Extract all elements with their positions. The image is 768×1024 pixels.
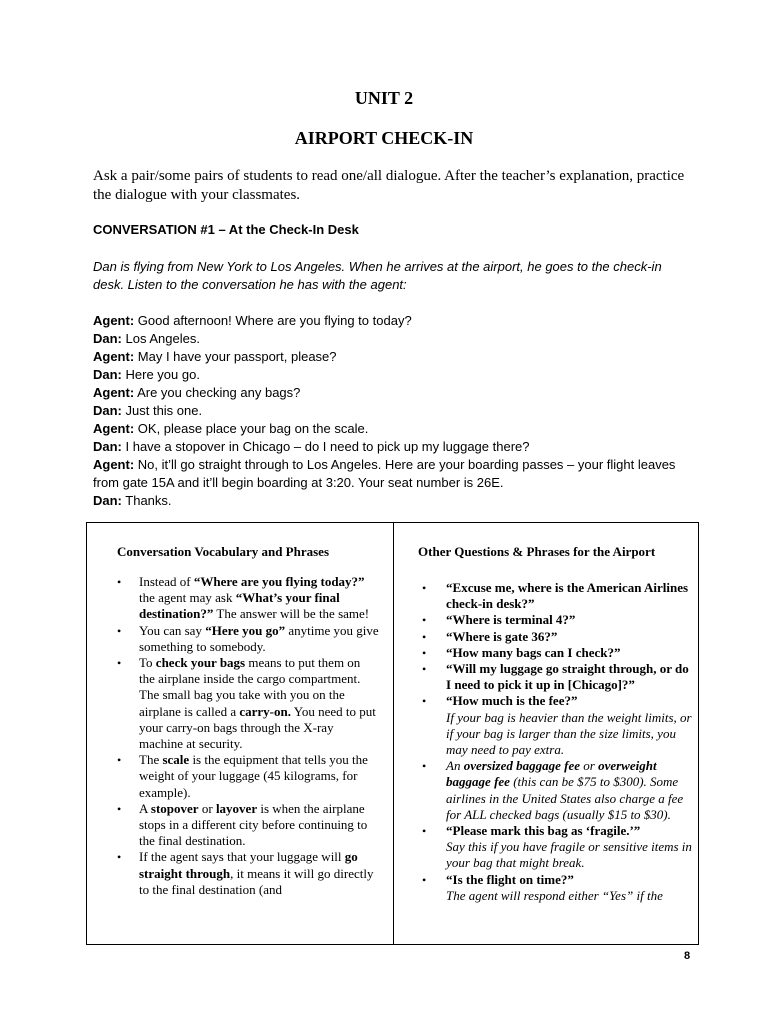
item-term: scale bbox=[162, 752, 190, 768]
dialogue-line bbox=[93, 384, 693, 402]
line-text: Good afternoon! Where are you flying to today? bbox=[134, 313, 412, 328]
list-item bbox=[400, 661, 692, 693]
conversation-intro: Dan is flying from New York to Los Angeles. When he arrives at the airport, he goes to the check-in desk. Listen to the conversation he has with the agent: bbox=[93, 259, 662, 292]
speaker-label: Dan: bbox=[93, 493, 122, 508]
list-item bbox=[400, 872, 692, 904]
vocabulary-column bbox=[87, 523, 394, 944]
item-term: “Here you go” bbox=[205, 622, 286, 638]
list-item bbox=[117, 655, 379, 752]
speaker-label: Agent: bbox=[93, 385, 135, 400]
speaker-label: Agent: bbox=[93, 313, 135, 328]
item-text: (this can be $75 to $300). Some airlines in the United States also charge a fee for ALL checked bags (usually $15 to $30). bbox=[446, 774, 684, 822]
list-item bbox=[117, 623, 379, 655]
list-item bbox=[400, 693, 692, 758]
phrase-question: “Is the flight on time?” bbox=[446, 871, 574, 887]
page-number: 8 bbox=[684, 950, 691, 962]
other-phrases-list bbox=[400, 580, 692, 904]
speaker-label: Dan: bbox=[93, 403, 122, 418]
item-term: layover bbox=[215, 800, 258, 816]
page-title: AIRPORT CHECK-IN bbox=[294, 128, 474, 148]
item-text: You can say bbox=[139, 622, 206, 638]
phrase-note: The agent will respond either “Yes” if the bbox=[446, 887, 663, 903]
speaker-label: Agent: bbox=[93, 421, 135, 436]
dialogue-line bbox=[93, 456, 693, 492]
list-item bbox=[400, 629, 692, 645]
list-item bbox=[400, 580, 692, 612]
item-text: To bbox=[139, 655, 156, 671]
item-term: carry-on. bbox=[239, 703, 291, 719]
item-term: check your bags bbox=[155, 655, 246, 671]
item-text: You need to put your carry-on bags through the X-ray machine at security. bbox=[139, 703, 376, 752]
item-text: or bbox=[580, 758, 599, 774]
phrase-question: “How much is the fee?” bbox=[446, 693, 578, 709]
item-text: Instead of bbox=[139, 574, 194, 589]
dialogue-line bbox=[93, 366, 693, 384]
item-term: go straight through bbox=[139, 849, 358, 881]
line-text: Los Angeles. bbox=[121, 331, 200, 346]
conversation-heading: CONVERSATION #1 – At the Check-In Desk bbox=[93, 222, 359, 237]
line-text: Here you go. bbox=[121, 367, 200, 382]
list-item bbox=[117, 752, 379, 801]
list-item bbox=[117, 574, 379, 623]
phrase-note: Say this if you have fragile or sensitive items in your bag that might break. bbox=[446, 839, 692, 871]
list-item bbox=[117, 849, 379, 898]
speaker-label: Agent: bbox=[93, 349, 135, 364]
line-text: Just this one. bbox=[121, 403, 203, 418]
item-term: oversized baggage fee bbox=[463, 758, 580, 774]
phrase-question: “Will my luggage go straight through, or do I need to pick it up in [Chicago]?” bbox=[446, 661, 689, 693]
speaker-label: Agent: bbox=[93, 457, 135, 472]
dialogue-line bbox=[93, 312, 693, 330]
item-text: An bbox=[446, 758, 464, 774]
dialogue-line bbox=[93, 492, 693, 510]
dialogue-line bbox=[93, 330, 693, 348]
speaker-label: Dan: bbox=[93, 331, 122, 346]
list-item bbox=[400, 612, 692, 628]
vocabulary-heading: Conversation Vocabulary and Phrases bbox=[117, 544, 329, 559]
line-text: I have a stopover in Chicago – do I need to pick up my luggage there? bbox=[121, 439, 530, 454]
item-term: “Where are you flying today?” bbox=[193, 574, 365, 589]
list-item bbox=[400, 823, 692, 872]
speaker-label: Dan: bbox=[93, 439, 122, 454]
item-text: The bbox=[139, 752, 163, 768]
item-text: is when the airplane stops in a different city before continuing to the final destination. bbox=[139, 800, 368, 849]
line-text: May I have your passport, please? bbox=[134, 349, 337, 364]
item-text: anytime you give something to somebody. bbox=[139, 622, 379, 654]
item-text: the agent may ask bbox=[139, 590, 236, 606]
item-text: , it means it will go directly to the final destination (and bbox=[139, 865, 374, 897]
other-phrases-column bbox=[394, 523, 698, 944]
item-text: A bbox=[139, 800, 151, 816]
phrase-question: “Please mark this bag as ‘fragile.’” bbox=[446, 823, 641, 839]
speaker-label: Dan: bbox=[93, 367, 122, 382]
item-text: If the agent says that your luggage will bbox=[139, 849, 345, 865]
phrase-question: “How many bags can I check?” bbox=[446, 644, 621, 660]
dialogue-line bbox=[93, 420, 693, 438]
line-text: OK, please place your bag on the scale. bbox=[134, 421, 369, 436]
item-term: overweight baggage fee bbox=[446, 758, 657, 790]
vocabulary-table bbox=[86, 522, 699, 945]
item-term: “What’s your final destination?” bbox=[139, 590, 340, 622]
phrase-question: “Excuse me, where is the American Airlines check-in desk?” bbox=[446, 580, 689, 612]
line-text: No, it’ll go straight through to Los Angeles. Here are your boarding passes – your flight leaves from gate 15A and it’ll begin boarding at 3:20. Your seat number is 26E. bbox=[93, 457, 676, 490]
item-text: is the equipment that tells you the weight of your luggage (45 kilograms, for example). bbox=[139, 752, 368, 800]
list-item bbox=[117, 801, 379, 850]
unit-title: UNIT 2 bbox=[354, 88, 414, 108]
item-text: means to put them on the airplane inside the cargo compartment. The small bag you take with you on the airplane is called a bbox=[139, 655, 361, 719]
instructions-paragraph: Ask a pair/some pairs of students to read one/all dialogue. After the teacher’s explanation, practice the dialogue with your classmates. bbox=[93, 168, 685, 203]
item-text: The answer will be the same! bbox=[213, 606, 370, 622]
phrase-note: If your bag is heavier than the weight limits, or if your bag is larger than the size limits, you may need to pay extra. bbox=[446, 709, 692, 758]
dialogue-line bbox=[93, 402, 693, 420]
item-term: stopover bbox=[150, 800, 199, 816]
vocabulary-list bbox=[117, 574, 379, 898]
line-text: Are you checking any bags? bbox=[134, 385, 301, 400]
item-text: or bbox=[198, 800, 216, 816]
phrase-question: “Where is gate 36?” bbox=[446, 628, 558, 644]
dialogue-line bbox=[93, 348, 693, 366]
dialogue bbox=[93, 312, 693, 510]
other-phrases-heading: Other Questions & Phrases for the Airport bbox=[418, 544, 656, 559]
dialogue-line bbox=[93, 438, 693, 456]
list-item bbox=[400, 758, 692, 823]
list-item bbox=[400, 645, 692, 661]
line-text: Thanks. bbox=[121, 493, 172, 508]
phrase-question: “Where is terminal 4?” bbox=[446, 612, 576, 628]
